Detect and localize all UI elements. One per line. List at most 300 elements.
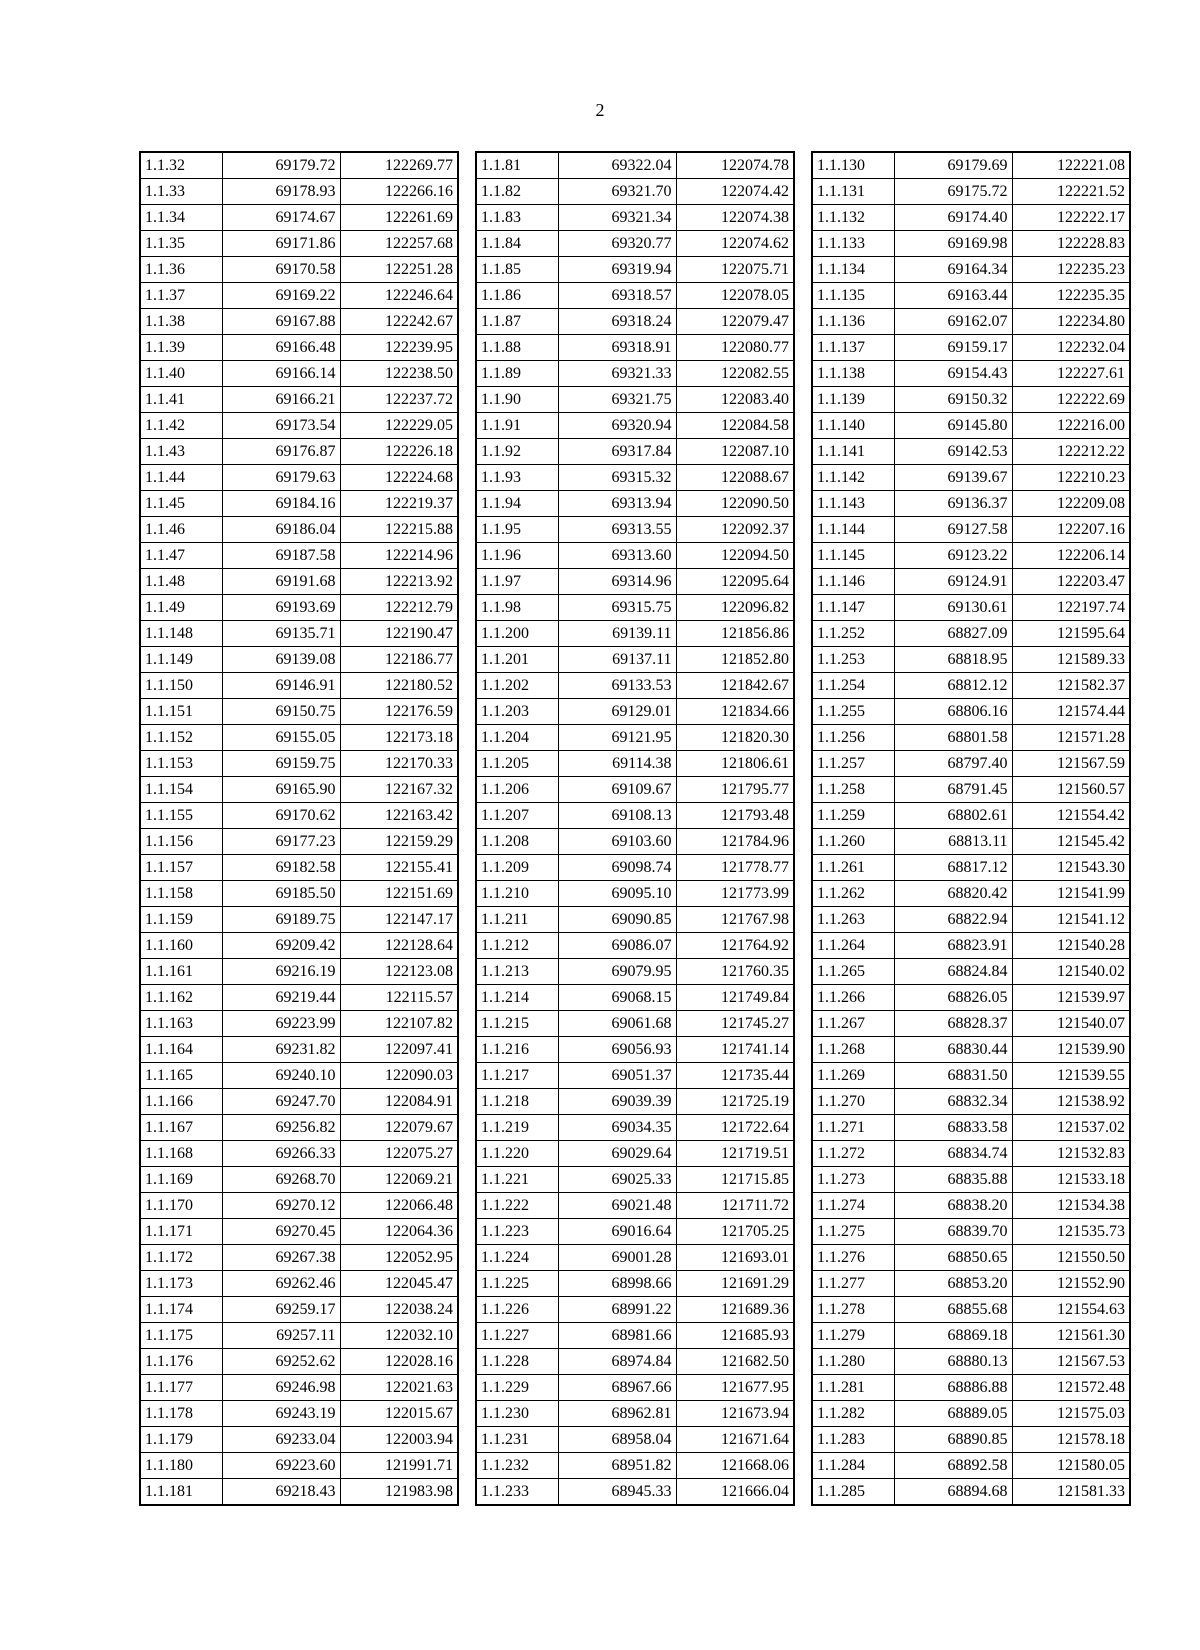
y-coordinate-cell: 121571.28 (1012, 725, 1130, 751)
x-coordinate-cell: 68838.20 (894, 1193, 1012, 1219)
y-coordinate-cell: 121567.59 (1012, 751, 1130, 777)
x-coordinate-cell: 68855.68 (894, 1297, 1012, 1323)
point-id-cell: 1.1.255 (812, 699, 894, 725)
point-id-cell: 1.1.46 (140, 517, 222, 543)
x-coordinate-cell: 69252.62 (222, 1349, 340, 1375)
y-coordinate-cell: 122209.08 (1012, 491, 1130, 517)
table-row (476, 647, 794, 673)
x-coordinate-cell: 69127.58 (894, 517, 1012, 543)
x-coordinate-cell: 69170.62 (222, 803, 340, 829)
table-row (140, 152, 458, 179)
y-coordinate-cell: 122045.47 (340, 1271, 458, 1297)
y-coordinate-cell: 121711.72 (676, 1193, 794, 1219)
point-id-cell: 1.1.206 (476, 777, 558, 803)
table-row (140, 1115, 458, 1141)
table-row (812, 829, 1130, 855)
x-coordinate-cell: 69114.38 (558, 751, 676, 777)
point-id-cell: 1.1.283 (812, 1427, 894, 1453)
table-row (476, 1167, 794, 1193)
table-row (476, 985, 794, 1011)
x-coordinate-cell: 68828.37 (894, 1011, 1012, 1037)
x-coordinate-cell: 68812.12 (894, 673, 1012, 699)
y-coordinate-cell: 122003.94 (340, 1427, 458, 1453)
x-coordinate-cell: 68886.88 (894, 1375, 1012, 1401)
x-coordinate-cell: 69266.33 (222, 1141, 340, 1167)
table-row (812, 673, 1130, 699)
y-coordinate-cell: 121691.29 (676, 1271, 794, 1297)
x-coordinate-cell: 69313.94 (558, 491, 676, 517)
table-row (476, 439, 794, 465)
x-coordinate-cell: 69165.90 (222, 777, 340, 803)
y-coordinate-cell: 122021.63 (340, 1375, 458, 1401)
point-id-cell: 1.1.270 (812, 1089, 894, 1115)
point-id-cell: 1.1.222 (476, 1193, 558, 1219)
table-row (476, 725, 794, 751)
x-coordinate-cell: 69016.64 (558, 1219, 676, 1245)
y-coordinate-cell: 122082.55 (676, 361, 794, 387)
coordinate-table-3 (811, 151, 1131, 1506)
point-id-cell: 1.1.258 (812, 777, 894, 803)
point-id-cell: 1.1.233 (476, 1479, 558, 1506)
table-row (476, 205, 794, 231)
table-row (140, 1011, 458, 1037)
y-coordinate-cell: 121689.36 (676, 1297, 794, 1323)
y-coordinate-cell: 121532.83 (1012, 1141, 1130, 1167)
table-row (140, 465, 458, 491)
x-coordinate-cell: 69029.64 (558, 1141, 676, 1167)
point-id-cell: 1.1.162 (140, 985, 222, 1011)
table-row (476, 595, 794, 621)
x-coordinate-cell: 69246.98 (222, 1375, 340, 1401)
y-coordinate-cell: 121760.35 (676, 959, 794, 985)
table-row (812, 985, 1130, 1011)
point-id-cell: 1.1.179 (140, 1427, 222, 1453)
x-coordinate-cell: 68967.66 (558, 1375, 676, 1401)
x-coordinate-cell: 69259.17 (222, 1297, 340, 1323)
y-coordinate-cell: 122084.58 (676, 413, 794, 439)
point-id-cell: 1.1.210 (476, 881, 558, 907)
point-id-cell: 1.1.208 (476, 829, 558, 855)
point-id-cell: 1.1.97 (476, 569, 558, 595)
point-id-cell: 1.1.130 (812, 152, 894, 179)
y-coordinate-cell: 122155.41 (340, 855, 458, 881)
point-id-cell: 1.1.271 (812, 1115, 894, 1141)
y-coordinate-cell: 122257.68 (340, 231, 458, 257)
table-row (140, 1037, 458, 1063)
x-coordinate-cell: 69318.24 (558, 309, 676, 335)
point-id-cell: 1.1.230 (476, 1401, 558, 1427)
x-coordinate-cell: 69176.87 (222, 439, 340, 465)
y-coordinate-cell: 122176.59 (340, 699, 458, 725)
y-coordinate-cell: 122074.62 (676, 231, 794, 257)
table-row (812, 152, 1130, 179)
y-coordinate-cell: 121682.50 (676, 1349, 794, 1375)
point-id-cell: 1.1.158 (140, 881, 222, 907)
table-row (140, 699, 458, 725)
table-row (140, 725, 458, 751)
x-coordinate-cell: 69223.99 (222, 1011, 340, 1037)
point-id-cell: 1.1.284 (812, 1453, 894, 1479)
y-coordinate-cell: 122235.23 (1012, 257, 1130, 283)
point-id-cell: 1.1.152 (140, 725, 222, 751)
x-coordinate-cell: 68818.95 (894, 647, 1012, 673)
x-coordinate-cell: 68797.40 (894, 751, 1012, 777)
table-row (812, 361, 1130, 387)
x-coordinate-cell: 69174.40 (894, 205, 1012, 231)
table-row (812, 647, 1130, 673)
y-coordinate-cell: 122266.16 (340, 179, 458, 205)
point-id-cell: 1.1.282 (812, 1401, 894, 1427)
table-row (140, 1401, 458, 1427)
y-coordinate-cell: 121719.51 (676, 1141, 794, 1167)
point-id-cell: 1.1.168 (140, 1141, 222, 1167)
y-coordinate-cell: 121668.06 (676, 1453, 794, 1479)
y-coordinate-cell: 121852.80 (676, 647, 794, 673)
y-coordinate-cell: 122186.77 (340, 647, 458, 673)
x-coordinate-cell: 69167.88 (222, 309, 340, 335)
table-row (476, 1401, 794, 1427)
x-coordinate-cell: 69162.07 (894, 309, 1012, 335)
x-coordinate-cell: 69136.37 (894, 491, 1012, 517)
x-coordinate-cell: 68880.13 (894, 1349, 1012, 1375)
x-coordinate-cell: 68824.84 (894, 959, 1012, 985)
point-id-cell: 1.1.217 (476, 1063, 558, 1089)
y-coordinate-cell: 121745.27 (676, 1011, 794, 1037)
point-id-cell: 1.1.203 (476, 699, 558, 725)
y-coordinate-cell: 122075.27 (340, 1141, 458, 1167)
y-coordinate-cell: 122095.64 (676, 569, 794, 595)
point-id-cell: 1.1.142 (812, 465, 894, 491)
table-row (476, 673, 794, 699)
table-row (140, 777, 458, 803)
x-coordinate-cell: 69061.68 (558, 1011, 676, 1037)
point-id-cell: 1.1.167 (140, 1115, 222, 1141)
x-coordinate-cell: 69103.60 (558, 829, 676, 855)
y-coordinate-cell: 122159.29 (340, 829, 458, 855)
table-row (140, 1453, 458, 1479)
table-row (476, 231, 794, 257)
y-coordinate-cell: 122239.95 (340, 335, 458, 361)
x-coordinate-cell: 69034.35 (558, 1115, 676, 1141)
y-coordinate-cell: 121806.61 (676, 751, 794, 777)
y-coordinate-cell: 121543.30 (1012, 855, 1130, 881)
table-row (812, 1297, 1130, 1323)
point-id-cell: 1.1.200 (476, 621, 558, 647)
point-id-cell: 1.1.204 (476, 725, 558, 751)
y-coordinate-cell: 122090.03 (340, 1063, 458, 1089)
table-row (140, 1167, 458, 1193)
y-coordinate-cell: 121567.53 (1012, 1349, 1130, 1375)
x-coordinate-cell: 69169.98 (894, 231, 1012, 257)
point-id-cell: 1.1.163 (140, 1011, 222, 1037)
x-coordinate-cell: 69145.80 (894, 413, 1012, 439)
x-coordinate-cell: 69320.77 (558, 231, 676, 257)
point-id-cell: 1.1.218 (476, 1089, 558, 1115)
table-row (476, 803, 794, 829)
table-row (812, 1427, 1130, 1453)
y-coordinate-cell: 122097.41 (340, 1037, 458, 1063)
point-id-cell: 1.1.132 (812, 205, 894, 231)
point-id-cell: 1.1.48 (140, 569, 222, 595)
x-coordinate-cell: 69150.32 (894, 387, 1012, 413)
point-id-cell: 1.1.228 (476, 1349, 558, 1375)
point-id-cell: 1.1.83 (476, 205, 558, 231)
point-id-cell: 1.1.141 (812, 439, 894, 465)
y-coordinate-cell: 122052.95 (340, 1245, 458, 1271)
x-coordinate-cell: 69166.21 (222, 387, 340, 413)
y-coordinate-cell: 122251.28 (340, 257, 458, 283)
x-coordinate-cell: 68892.58 (894, 1453, 1012, 1479)
x-coordinate-cell: 69270.12 (222, 1193, 340, 1219)
point-id-cell: 1.1.272 (812, 1141, 894, 1167)
x-coordinate-cell: 69173.54 (222, 413, 340, 439)
point-id-cell: 1.1.232 (476, 1453, 558, 1479)
x-coordinate-cell: 69322.04 (558, 152, 676, 179)
point-id-cell: 1.1.223 (476, 1219, 558, 1245)
point-id-cell: 1.1.261 (812, 855, 894, 881)
point-id-cell: 1.1.256 (812, 725, 894, 751)
x-coordinate-cell: 69146.91 (222, 673, 340, 699)
x-coordinate-cell: 69150.75 (222, 699, 340, 725)
y-coordinate-cell: 122173.18 (340, 725, 458, 751)
x-coordinate-cell: 69321.70 (558, 179, 676, 205)
table-row (812, 1375, 1130, 1401)
point-id-cell: 1.1.159 (140, 907, 222, 933)
y-coordinate-cell: 122123.08 (340, 959, 458, 985)
point-id-cell: 1.1.154 (140, 777, 222, 803)
table-row (140, 1271, 458, 1297)
table-row (476, 699, 794, 725)
y-coordinate-cell: 122222.17 (1012, 205, 1130, 231)
point-id-cell: 1.1.165 (140, 1063, 222, 1089)
point-id-cell: 1.1.44 (140, 465, 222, 491)
point-id-cell: 1.1.87 (476, 309, 558, 335)
y-coordinate-cell: 121685.93 (676, 1323, 794, 1349)
x-coordinate-cell: 69169.22 (222, 283, 340, 309)
table-row (812, 933, 1130, 959)
table-row (812, 699, 1130, 725)
point-id-cell: 1.1.157 (140, 855, 222, 881)
y-coordinate-cell: 122261.69 (340, 205, 458, 231)
x-coordinate-cell: 69219.44 (222, 985, 340, 1011)
x-coordinate-cell: 68823.91 (894, 933, 1012, 959)
table-row (812, 387, 1130, 413)
x-coordinate-cell: 69142.53 (894, 439, 1012, 465)
y-coordinate-cell: 122094.50 (676, 543, 794, 569)
table-row (140, 205, 458, 231)
table-row (476, 933, 794, 959)
point-id-cell: 1.1.278 (812, 1297, 894, 1323)
point-id-cell: 1.1.212 (476, 933, 558, 959)
point-id-cell: 1.1.269 (812, 1063, 894, 1089)
table-row (140, 829, 458, 855)
y-coordinate-cell: 122090.50 (676, 491, 794, 517)
point-id-cell: 1.1.33 (140, 179, 222, 205)
point-id-cell: 1.1.221 (476, 1167, 558, 1193)
table-row (140, 751, 458, 777)
point-id-cell: 1.1.207 (476, 803, 558, 829)
table-row (476, 829, 794, 855)
point-id-cell: 1.1.177 (140, 1375, 222, 1401)
x-coordinate-cell: 69139.11 (558, 621, 676, 647)
point-id-cell: 1.1.220 (476, 1141, 558, 1167)
point-id-cell: 1.1.135 (812, 283, 894, 309)
x-coordinate-cell: 69095.10 (558, 881, 676, 907)
point-id-cell: 1.1.39 (140, 335, 222, 361)
x-coordinate-cell: 69130.61 (894, 595, 1012, 621)
y-coordinate-cell: 121554.42 (1012, 803, 1130, 829)
x-coordinate-cell: 69216.19 (222, 959, 340, 985)
point-id-cell: 1.1.36 (140, 257, 222, 283)
table-row (476, 517, 794, 543)
x-coordinate-cell: 69318.57 (558, 283, 676, 309)
y-coordinate-cell: 122084.91 (340, 1089, 458, 1115)
point-id-cell: 1.1.156 (140, 829, 222, 855)
point-id-cell: 1.1.82 (476, 179, 558, 205)
x-coordinate-cell: 69317.84 (558, 439, 676, 465)
y-coordinate-cell: 122210.23 (1012, 465, 1130, 491)
point-id-cell: 1.1.275 (812, 1219, 894, 1245)
x-coordinate-cell: 69318.91 (558, 335, 676, 361)
table-row (476, 1479, 794, 1506)
y-coordinate-cell: 121795.77 (676, 777, 794, 803)
x-coordinate-cell: 69021.48 (558, 1193, 676, 1219)
x-coordinate-cell: 69001.28 (558, 1245, 676, 1271)
point-id-cell: 1.1.140 (812, 413, 894, 439)
point-id-cell: 1.1.40 (140, 361, 222, 387)
point-id-cell: 1.1.96 (476, 543, 558, 569)
y-coordinate-cell: 121778.77 (676, 855, 794, 881)
y-coordinate-cell: 122234.80 (1012, 309, 1130, 335)
point-id-cell: 1.1.211 (476, 907, 558, 933)
point-id-cell: 1.1.153 (140, 751, 222, 777)
y-coordinate-cell: 122088.67 (676, 465, 794, 491)
point-id-cell: 1.1.273 (812, 1167, 894, 1193)
table-row (812, 231, 1130, 257)
point-id-cell: 1.1.38 (140, 309, 222, 335)
y-coordinate-cell: 121540.07 (1012, 1011, 1130, 1037)
point-id-cell: 1.1.136 (812, 309, 894, 335)
table-row (140, 179, 458, 205)
y-coordinate-cell: 122032.10 (340, 1323, 458, 1349)
y-coordinate-cell: 121671.64 (676, 1427, 794, 1453)
point-id-cell: 1.1.144 (812, 517, 894, 543)
y-coordinate-cell: 121561.30 (1012, 1323, 1130, 1349)
point-id-cell: 1.1.92 (476, 439, 558, 465)
y-coordinate-cell: 122212.22 (1012, 439, 1130, 465)
table-row (140, 803, 458, 829)
point-id-cell: 1.1.267 (812, 1011, 894, 1037)
table-row (476, 361, 794, 387)
y-coordinate-cell: 122197.74 (1012, 595, 1130, 621)
table-row (812, 881, 1130, 907)
x-coordinate-cell: 69175.72 (894, 179, 1012, 205)
y-coordinate-cell: 121550.50 (1012, 1245, 1130, 1271)
x-coordinate-cell: 69179.63 (222, 465, 340, 491)
table-row (812, 1115, 1130, 1141)
point-id-cell: 1.1.280 (812, 1349, 894, 1375)
x-coordinate-cell: 69182.58 (222, 855, 340, 881)
table-row (476, 1349, 794, 1375)
table-row (812, 751, 1130, 777)
table-row (140, 855, 458, 881)
point-id-cell: 1.1.137 (812, 335, 894, 361)
table-row (812, 855, 1130, 881)
y-coordinate-cell: 121705.25 (676, 1219, 794, 1245)
point-id-cell: 1.1.175 (140, 1323, 222, 1349)
point-id-cell: 1.1.32 (140, 152, 222, 179)
table-row (812, 465, 1130, 491)
y-coordinate-cell: 122180.52 (340, 673, 458, 699)
point-id-cell: 1.1.94 (476, 491, 558, 517)
table-row (476, 465, 794, 491)
point-id-cell: 1.1.176 (140, 1349, 222, 1375)
y-coordinate-cell: 122107.82 (340, 1011, 458, 1037)
table-row (812, 1479, 1130, 1506)
y-coordinate-cell: 121539.97 (1012, 985, 1130, 1011)
y-coordinate-cell: 121540.28 (1012, 933, 1130, 959)
table-row (140, 985, 458, 1011)
point-id-cell: 1.1.172 (140, 1245, 222, 1271)
point-id-cell: 1.1.171 (140, 1219, 222, 1245)
table-row (140, 1141, 458, 1167)
y-coordinate-cell: 122213.92 (340, 569, 458, 595)
x-coordinate-cell: 69079.95 (558, 959, 676, 985)
x-coordinate-cell: 68951.82 (558, 1453, 676, 1479)
x-coordinate-cell: 69319.94 (558, 257, 676, 283)
x-coordinate-cell: 69166.14 (222, 361, 340, 387)
table-row (476, 1323, 794, 1349)
table-row (812, 1037, 1130, 1063)
table-row (476, 1089, 794, 1115)
x-coordinate-cell: 69233.04 (222, 1427, 340, 1453)
y-coordinate-cell: 122147.17 (340, 907, 458, 933)
x-coordinate-cell: 69086.07 (558, 933, 676, 959)
point-id-cell: 1.1.180 (140, 1453, 222, 1479)
table-row (812, 491, 1130, 517)
table-row (140, 283, 458, 309)
y-coordinate-cell: 122228.83 (1012, 231, 1130, 257)
point-id-cell: 1.1.268 (812, 1037, 894, 1063)
y-coordinate-cell: 122226.18 (340, 439, 458, 465)
table-row (476, 283, 794, 309)
x-coordinate-cell: 69270.45 (222, 1219, 340, 1245)
point-id-cell: 1.1.161 (140, 959, 222, 985)
y-coordinate-cell: 122074.38 (676, 205, 794, 231)
point-id-cell: 1.1.147 (812, 595, 894, 621)
y-coordinate-cell: 122206.14 (1012, 543, 1130, 569)
x-coordinate-cell: 68801.58 (894, 725, 1012, 751)
table-row (812, 569, 1130, 595)
y-coordinate-cell: 121834.66 (676, 699, 794, 725)
y-coordinate-cell: 121575.03 (1012, 1401, 1130, 1427)
point-id-cell: 1.1.277 (812, 1271, 894, 1297)
table-row (140, 413, 458, 439)
table-row (812, 1245, 1130, 1271)
point-id-cell: 1.1.170 (140, 1193, 222, 1219)
y-coordinate-cell: 122080.77 (676, 335, 794, 361)
y-coordinate-cell: 121673.94 (676, 1401, 794, 1427)
y-coordinate-cell: 121545.42 (1012, 829, 1130, 855)
table-row (140, 569, 458, 595)
x-coordinate-cell: 69154.43 (894, 361, 1012, 387)
table-row (812, 959, 1130, 985)
y-coordinate-cell: 121820.30 (676, 725, 794, 751)
x-coordinate-cell: 68839.70 (894, 1219, 1012, 1245)
y-coordinate-cell: 121535.73 (1012, 1219, 1130, 1245)
y-coordinate-cell: 122069.21 (340, 1167, 458, 1193)
x-coordinate-cell: 69135.71 (222, 621, 340, 647)
